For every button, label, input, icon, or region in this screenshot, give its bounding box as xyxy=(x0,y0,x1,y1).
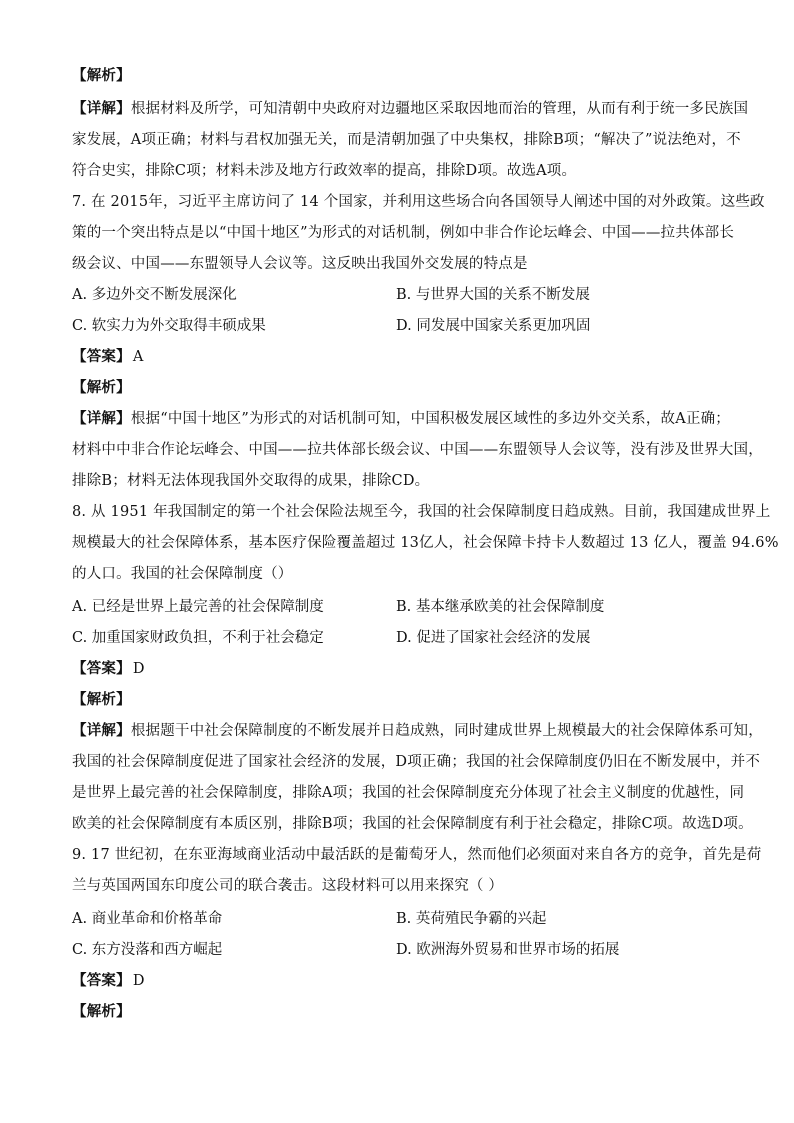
answer-line xyxy=(72,971,724,991)
detail-text-line: 符合史实，排除C项；材料未涉及地方行政效率的提高，排除D项。故选A项。 xyxy=(72,163,577,179)
question-9-options-row xyxy=(72,940,724,960)
option-b: B. 与世界大国的关系不断发展 xyxy=(396,287,590,303)
analysis-heading: 【解析】 xyxy=(72,1003,131,1020)
question-7-stem: 级会议、中国——东盟领导人会议等。这反映出我国外交发展的特点是 xyxy=(72,256,528,272)
answer-label: 【答案】 xyxy=(72,972,131,989)
answer-value: D xyxy=(132,973,145,989)
option-a: A. 已经是世界上最完善的社会保障制度 xyxy=(72,599,324,615)
detail-text: 根据题干中社会保障制度的不断发展并日趋成熟，同时建成世界上规模最大的社会保障体系可知， xyxy=(130,723,763,739)
analysis-heading: 【解析】 xyxy=(72,379,131,396)
detail-text-line: 家发展，A项正确；材料与君权加强无关，而是清朝加强了中央集权，排除B项；“解决了”说法绝对，不 xyxy=(72,132,741,148)
detail-text: 根据“中国十地区”为形式的对话机制可知，中国积极发展区域性的多边外交关系，故A正确； xyxy=(130,411,731,427)
option-d: D. 同发展中国家关系更加巩固 xyxy=(396,318,591,334)
option-a: A. 多边外交不断发展深化 xyxy=(72,287,237,303)
option-d: D. 欧洲海外贸易和世界市场的拓展 xyxy=(396,942,620,958)
detail-paragraph xyxy=(72,721,763,741)
detail-label: 【详解】 xyxy=(72,410,131,427)
question-9-stem: 9. 17 世纪初，在东亚海域商业活动中最活跃的是葡萄牙人，然而他们必须面对来自各方的竞争，首先是荷 xyxy=(72,847,762,863)
option-c: C. 软实力为外交取得丰硕成果 xyxy=(72,318,266,334)
question-8-stem: 8. 从 1951 年我国制定的第一个社会保险法规至今，我国的社会保障制度日趋成熟。目前，我国建成世界上 xyxy=(72,504,771,520)
question-7-stem: 策的一个突出特点是以“中国十地区”为形式的对话机制，例如中非合作论坛峰会、中国——拉共体部长 xyxy=(72,225,735,241)
question-8-options-row xyxy=(72,628,724,648)
option-b: B. 基本继承欧美的社会保障制度 xyxy=(396,599,605,615)
detail-text-line: 我国的社会保障制度促进了国家社会经济的发展，D项正确；我国的社会保障制度仍旧在不断发展中，并不 xyxy=(72,754,761,770)
detail-text-line: 材料中中非合作论坛峰会、中国——拉共体部长级会议、中国——东盟领导人会议等，没有涉及世界大国， xyxy=(72,442,763,458)
question-7-options-row xyxy=(72,316,724,336)
answer-value: A xyxy=(132,349,144,365)
answer-line xyxy=(72,347,724,367)
detail-text: 根据材料及所学，可知清朝中央政府对边疆地区采取因地而治的管理，从而有利于统一多民族国 xyxy=(130,101,749,117)
detail-label: 【详解】 xyxy=(72,100,131,117)
detail-label: 【详解】 xyxy=(72,722,131,739)
option-a: A. 商业革命和价格革命 xyxy=(72,911,223,927)
question-8-options-row xyxy=(72,597,724,617)
analysis-heading: 【解析】 xyxy=(72,67,131,84)
detail-text-line: 是世界上最完善的社会保障制度，排除A项；我国的社会保障制度充分体现了社会主义制度的优越性，同 xyxy=(72,785,745,801)
question-9-options-row xyxy=(72,909,724,929)
question-8-stem: 的人口。我国的社会保障制度（） xyxy=(72,566,293,582)
answer-line xyxy=(72,659,724,679)
answer-value: D xyxy=(132,661,145,677)
option-c: C. 东方没落和西方崛起 xyxy=(72,942,223,958)
question-8-stem: 规模最大的社会保障体系，基本医疗保险覆盖超过 13亿人，社会保障卡持卡人数超过 13 亿人，覆盖 94.6% xyxy=(72,535,779,551)
option-b: B. 英荷殖民争霸的兴起 xyxy=(396,911,547,927)
answer-label: 【答案】 xyxy=(72,660,131,677)
detail-text-line: 欧美的社会保障制度有本质区别，排除B项；我国的社会保障制度有利于社会稳定，排除C项。故选D项。 xyxy=(72,816,753,832)
detail-text-line: 排除B；材料无法体现我国外交取得的成果，排除CD。 xyxy=(72,473,430,489)
option-d: D. 促进了国家社会经济的发展 xyxy=(396,630,591,646)
question-7-stem: 7. 在 2015年，习近平主席访问了 14 个国家，并利用这些场合向各国领导人阐述中国的对外政策。这些政 xyxy=(72,194,765,210)
question-7-options-row xyxy=(72,285,724,305)
answer-label: 【答案】 xyxy=(72,348,131,365)
analysis-heading: 【解析】 xyxy=(72,691,131,708)
option-c: C. 加重国家财政负担，不利于社会稳定 xyxy=(72,630,324,646)
detail-paragraph xyxy=(72,99,749,119)
question-9-stem: 兰与英国两国东印度公司的联合袭击。这段材料可以用来探究（ ） xyxy=(72,878,504,894)
detail-paragraph xyxy=(72,409,731,429)
